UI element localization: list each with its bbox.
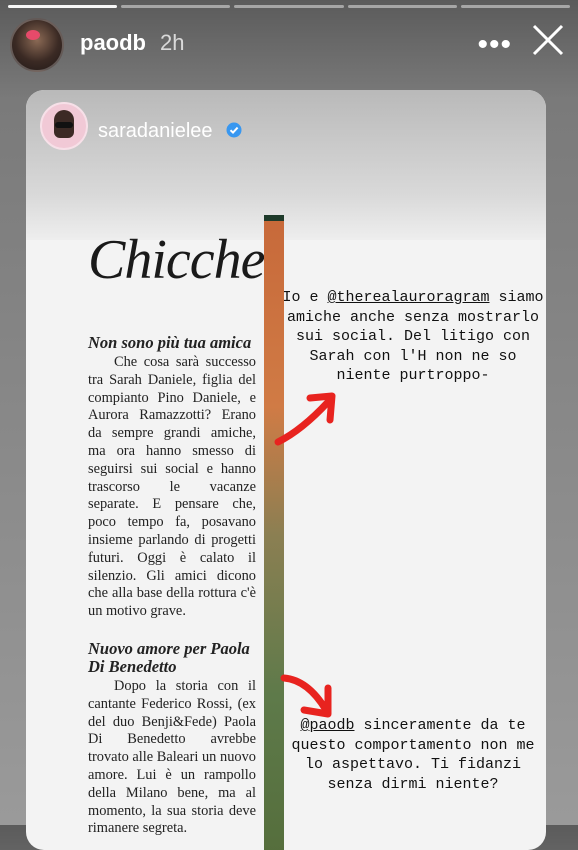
avatar[interactable] — [10, 18, 64, 72]
photo-strip-top — [264, 215, 284, 221]
story-text-note-2 — [278, 716, 546, 794]
card-header-background — [26, 90, 546, 240]
progress-segment — [234, 5, 343, 8]
more-dots-icon[interactable]: ••• — [477, 28, 512, 61]
story-timestamp: 2h — [160, 30, 185, 55]
magazine-title: Chicche — [88, 229, 265, 291]
mention-therealauroragram[interactable]: @therealauroragram — [327, 289, 490, 306]
section-1-heading: Non sono più tua amica — [88, 333, 252, 352]
story-username[interactable]: paodb — [80, 30, 146, 55]
note-1-prefix: Io e — [282, 289, 328, 306]
mention-paodb[interactable]: @paodb — [300, 717, 355, 734]
magazine-section-1 — [88, 334, 256, 621]
section-2-heading: Nuovo amore per Paola Di Benedetto — [88, 639, 250, 676]
note-1-text: siamo amiche anche senza mostrarlo sui social. Del litigo con Sarah con l'H non ne so niente purtroppo- — [286, 289, 544, 385]
note-2-text: sinceramente da te questo comportamento non me lo aspettavo. Ti fidanzi senza dirmi niente? — [291, 717, 535, 793]
magazine-section-2 — [88, 640, 256, 838]
story-progress-bar — [8, 5, 570, 8]
close-icon[interactable] — [528, 20, 568, 60]
reshared-avatar[interactable] — [40, 102, 88, 150]
progress-segment — [8, 5, 117, 8]
verified-badge-icon — [226, 122, 242, 138]
story-text-note-1 — [278, 288, 546, 386]
section-1-text: Che cosa sarà successo tra Sarah Daniele, figlia del compianto Pino Daniele, e Aurora Ramazzotti? Erano da sempre grandi amiche, ma ora hanno smesso di seguirsi sui social e hanno trascorso le vacanze separate. E pensare che, poco tempo fa, posavano insieme parlando di progetti futuri. Oggi è calato il silenzio. Gli amici dicono che alla base della rottura c'è un motivo grave. — [88, 354, 256, 620]
arrow-icon — [272, 390, 342, 450]
reshared-post-card[interactable] — [26, 90, 546, 850]
progress-segment — [121, 5, 230, 8]
section-2-text: Dopo la storia con il cantante Federico Rossi, (ex del duo Benji&Fede) Paola Di Benedetto avrebbe trovato alle Baleari un nuovo amore. Lui è un rampollo della Milano bene, ma al momento, la sua storia deve rimanere segreta. — [88, 678, 256, 837]
progress-segment — [348, 5, 457, 8]
reshared-username[interactable]: saradanielee — [98, 120, 213, 142]
story-header — [10, 18, 568, 70]
progress-segment — [461, 5, 570, 8]
